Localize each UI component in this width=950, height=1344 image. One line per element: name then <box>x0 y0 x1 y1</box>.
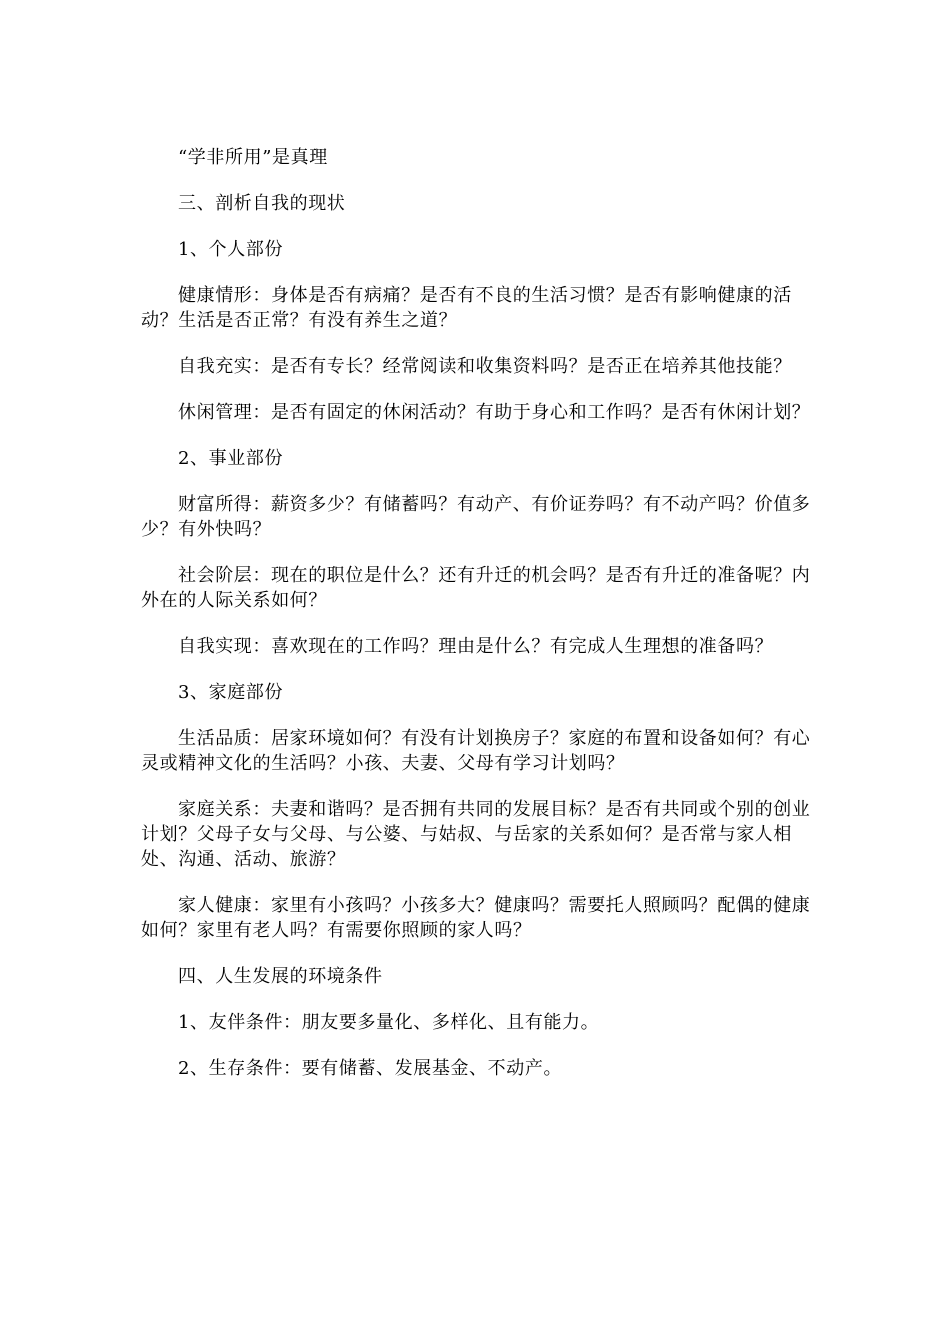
paragraph-1: “学非所用”是真理 <box>178 147 328 168</box>
section-heading-3: 三、剖析自我的现状 <box>178 193 346 214</box>
subheading-personal: 1、个人部份 <box>178 239 284 260</box>
section-heading-4: 四、人生发展的环境条件 <box>178 966 383 987</box>
document-body <box>141 145 811 1102</box>
paragraph-social-class: 社会阶层：现在的职位是什么？还有升迁的机会吗？是否有升迁的准备呢？内外在的人际关系如何？ <box>141 565 811 611</box>
subheading-family: 3、家庭部份 <box>178 682 284 703</box>
paragraph-wealth: 财富所得：薪资多少？有储蓄吗？有动产、有价证券吗？有不动产吗？价值多少？有外快吗？ <box>141 494 811 540</box>
paragraph-family-relations: 家庭关系：夫妻和谐吗？是否拥有共同的发展目标？是否有共同或个别的创业计划？父母子女与父母、与公婆、与姑叔、与岳家的关系如何？是否常与家人相处、沟通、活动、旅游？ <box>141 799 811 870</box>
subheading-career: 2、事业部份 <box>178 448 284 469</box>
paragraph-health: 健康情形：身体是否有病痛？是否有不良的生活习惯？是否有影响健康的活动？生活是否正常？有没有养生之道？ <box>141 285 792 331</box>
paragraph-family-health: 家人健康：家里有小孩吗？小孩多大？健康吗？需要托人照顾吗？配偶的健康如何？家里有老人吗？有需要你照顾的家人吗？ <box>141 895 811 941</box>
paragraph-life-quality: 生活品质：居家环境如何？有没有计划换房子？家庭的布置和设备如何？有心灵或精神文化的生活吗？小孩、夫妻、父母有学习计划吗？ <box>141 728 811 774</box>
paragraph-leisure: 休闲管理：是否有固定的休闲活动？有助于身心和工作吗？是否有休闲计划？ <box>178 402 811 423</box>
paragraph-self-enrichment: 自我充实：是否有专长？经常阅读和收集资料吗？是否正在培养其他技能？ <box>178 356 792 377</box>
paragraph-survival-conditions: 2、生存条件：要有储蓄、发展基金、不动产。 <box>178 1058 563 1079</box>
paragraph-self-realization: 自我实现：喜欢现在的工作吗？理由是什么？有完成人生理想的准备吗？ <box>178 636 774 657</box>
paragraph-companion-conditions: 1、友伴条件：朋友要多量化、多样化、且有能力。 <box>178 1012 600 1033</box>
